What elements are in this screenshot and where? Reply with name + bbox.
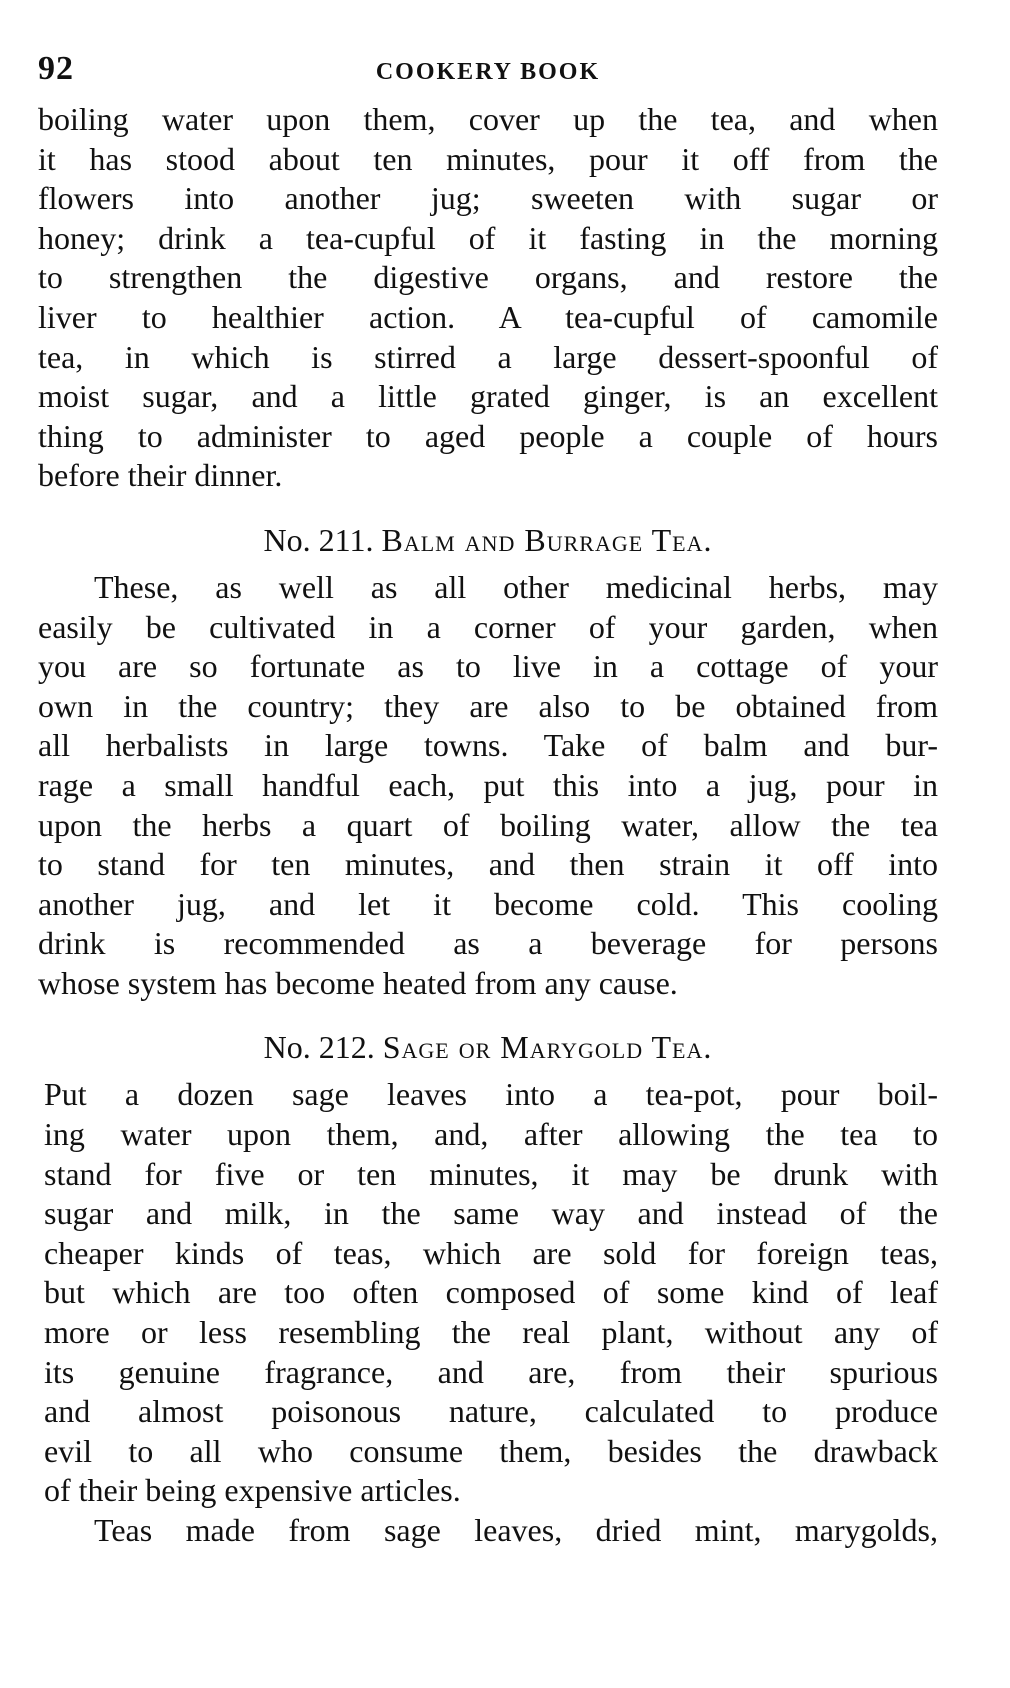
text-line: liver to healthier action. A tea-cupful of camomile [38, 298, 938, 335]
text-line: ing water upon them, and, after allowing the tea to [44, 1116, 938, 1153]
recipe-body-212 [38, 1075, 938, 1511]
recipe-heading-211 [38, 520, 938, 560]
page-header [38, 50, 938, 100]
text-line: it has stood about ten minutes, pour it off from the [38, 140, 938, 177]
text-line: its genuine fragrance, and are, from their spurious [44, 1353, 938, 1390]
text-line: to strengthen the digestive organs, and restore the [38, 259, 938, 296]
text-line: you are so fortunate as to live in a cottage of your [38, 648, 938, 685]
text-line: Put a dozen sage leaves into a tea-pot, pour boil- [44, 1076, 938, 1113]
text-line: Teas made from sage leaves, dried mint, marygolds, [94, 1512, 938, 1548]
text-line: before their dinner. [38, 457, 283, 494]
text-line: flowers into another jug; sweeten with sugar or [38, 180, 938, 217]
text-line: but which are too often composed of some kind of leaf [44, 1274, 938, 1311]
paragraph-continues [38, 1511, 938, 1551]
text-line: thing to administer to aged people a couple of hours [38, 417, 938, 454]
text-line: upon the herbs a quart of boiling water, allow the tea [38, 806, 938, 843]
recipe-body-211 [38, 568, 938, 1004]
text-line: another jug, and let it become cold. This cooling [38, 885, 938, 922]
text-line: tea, in which is stirred a large dessert-spoonful of [38, 338, 938, 375]
paragraph-continued [38, 100, 938, 496]
text-line: rage a small handful each, put this into a jug, pour in [38, 766, 938, 803]
recipe-heading-212 [38, 1027, 938, 1067]
text-line: stand for five or ten minutes, it may be drunk with [44, 1155, 938, 1192]
text-line: cheaper kinds of teas, which are sold for foreign teas, [44, 1234, 938, 1271]
text-line: drink is recommended as a beverage for persons [38, 925, 938, 962]
recipe-number: No. 212. [263, 1029, 375, 1066]
text-line: whose system has become heated from any cause. [38, 964, 678, 1001]
recipe-title: Sage or Marygold Tea. [382, 1029, 713, 1066]
text-line: and almost poisonous nature, calculated to produce [44, 1393, 938, 1430]
text-line: more or less resembling the real plant, without any of [44, 1314, 938, 1351]
text-line: of their being expensive articles. [44, 1472, 461, 1509]
text-line: all herbalists in large towns. Take of balm and bur- [38, 727, 938, 764]
running-head: COOKERY BOOK [375, 59, 601, 85]
text-line: sugar and milk, in the same way and instead of the [44, 1195, 938, 1232]
recipe-title: Balm and Burrage Tea. [381, 521, 713, 558]
text-line: easily be cultivated in a corner of your garden, when [38, 608, 938, 645]
book-page [38, 50, 938, 1551]
text-line: evil to all who consume them, besides the drawback [44, 1432, 938, 1469]
text-line: own in the country; they are also to be obtained from [38, 687, 938, 724]
text-line: honey; drink a tea-cupful of it fasting in the morning [38, 219, 938, 256]
recipe-number: No. 211. [263, 521, 374, 558]
text-line: These, as well as all other medicinal herbs, may [94, 568, 938, 605]
text-line: boiling water upon them, cover up the tea, and when [38, 101, 938, 137]
text-line: to stand for ten minutes, and then strain it off into [38, 846, 938, 883]
page-number: 92 [38, 50, 74, 87]
text-line: moist sugar, and a little grated ginger, is an excellent [38, 378, 938, 415]
